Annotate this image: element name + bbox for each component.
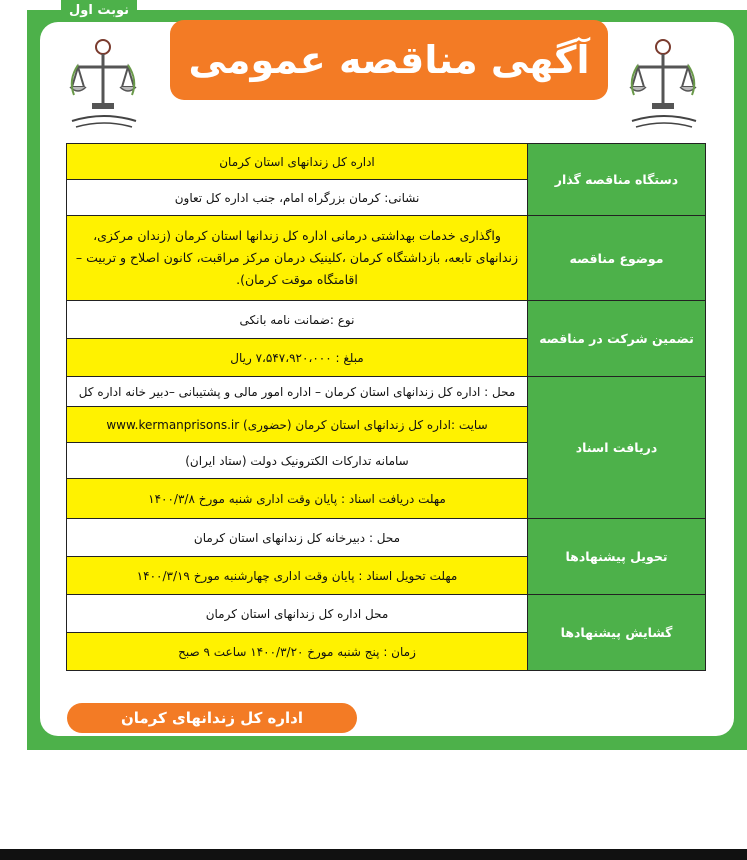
guarantee-label: تضمین شرکت در مناقصه xyxy=(528,301,706,377)
opening-place: محل اداره کل زندانهای استان کرمان xyxy=(67,595,528,633)
scales-emblem-icon xyxy=(624,25,702,135)
guarantee-type: نوع :ضمانت نامه بانکی xyxy=(67,301,528,339)
table-row xyxy=(67,519,706,557)
documents-deadline: مهلت دریافت اسناد : پایان وقت اداری شنبه مورخ ۱۴۰۰/۳/۸ xyxy=(67,479,528,519)
documents-system: سامانه تدارکات الکترونیک دولت (ستاد ایران) xyxy=(67,443,528,479)
table-row xyxy=(67,216,706,301)
bottom-bar xyxy=(0,849,747,860)
subject-text: واگذاری خدمات بهداشتی درمانی اداره کل زندانها استان کرمان (زندان مرکزی، زندانهای تابعه، بازداشتگاه کرمان ،کلینیک درمان مرکز مراقبت، کانون اصلاح و تربیت –اقامتگاه موقت کرمان). xyxy=(67,216,528,301)
organizer-name: اداره کل زندانهای استان کرمان xyxy=(67,144,528,180)
judiciary-logo-left xyxy=(64,25,142,135)
documents-place: محل : اداره کل زندانهای استان کرمان – اداره امور مالی و پشتیبانی –دبیر خانه اداره کل xyxy=(67,377,528,407)
organizer-label: دستگاه مناقصه گذار xyxy=(528,144,706,216)
table-row xyxy=(67,595,706,633)
judiciary-logo-right xyxy=(624,25,702,135)
documents-site: سایت :اداره کل زندانهای استان کرمان (حضوری) www.kermanprisons.ir xyxy=(67,407,528,443)
table-row xyxy=(67,301,706,339)
documents-label: دریافت اسناد xyxy=(528,377,706,519)
table-row xyxy=(67,377,706,407)
footer-organization: اداره کل زندانهای کرمان xyxy=(67,703,357,733)
organizer-address: نشانی: کرمان بزرگراه امام، جنب اداره کل تعاون xyxy=(67,180,528,216)
guarantee-amount: مبلغ : ۷،۵۴۷،۹۲۰،۰۰۰ ریال xyxy=(67,339,528,377)
opening-label: گشایش پیشنهادها xyxy=(528,595,706,671)
opening-time: زمان : پنج شنبه مورخ ۱۴۰۰/۳/۲۰ ساعت ۹ صبح xyxy=(67,633,528,671)
subject-label: موضوع مناقصه xyxy=(528,216,706,301)
scales-emblem-icon xyxy=(64,25,142,135)
tender-table xyxy=(66,143,706,671)
round-badge: نوبت اول xyxy=(61,0,137,22)
delivery-place: محل : دبیرخانه کل زندانهای استان کرمان xyxy=(67,519,528,557)
delivery-deadline: مهلت تحویل اسناد : پایان وقت اداری چهارشنبه مورخ ۱۴۰۰/۳/۱۹ xyxy=(67,557,528,595)
delivery-label: تحویل پیشنهادها xyxy=(528,519,706,595)
table-row xyxy=(67,144,706,180)
notice-title: آگهی مناقصه عمومی xyxy=(170,20,608,100)
